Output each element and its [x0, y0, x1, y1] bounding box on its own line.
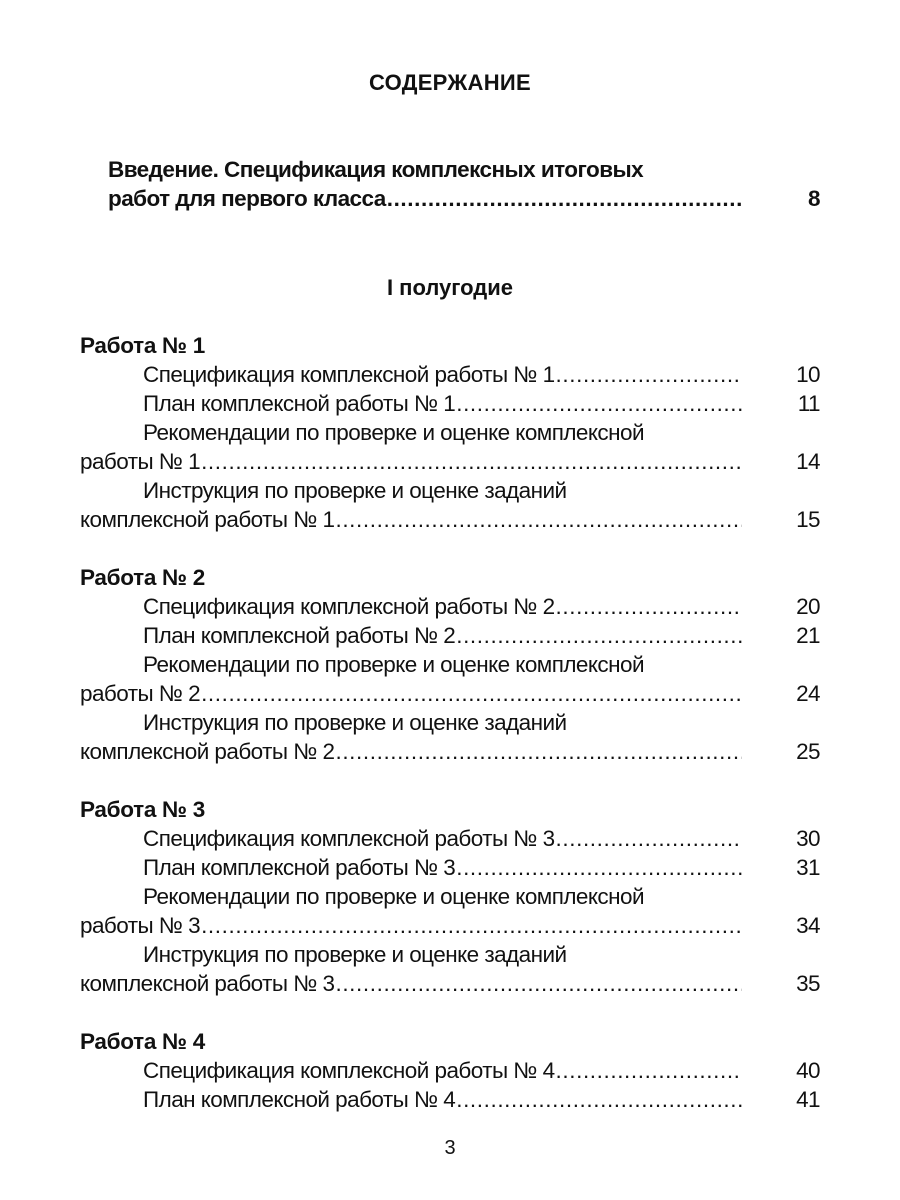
entry-text: комплексной работы № 3 — [80, 971, 335, 996]
work-title: Работа № 4 — [80, 1029, 205, 1054]
entry-line — [80, 940, 820, 969]
dot-leader — [455, 621, 742, 650]
entry-line — [80, 389, 820, 418]
entry-leader-row — [80, 737, 742, 766]
toc-entry[interactable] — [80, 853, 820, 882]
dot-leader — [555, 360, 742, 389]
work-section — [80, 1027, 820, 1114]
entry-text: комплексной работы № 1 — [80, 507, 335, 532]
entry-text: Введение. Спецификация комплексных итоговых — [108, 157, 644, 182]
toc-entry[interactable] — [80, 824, 820, 853]
entry-line — [80, 1085, 820, 1114]
entry-leader-row — [80, 505, 742, 534]
entry-text: Инструкция по проверке и оценке заданий — [143, 942, 567, 967]
dot-leader — [386, 184, 742, 213]
entry-page-number: 8 — [808, 186, 820, 211]
entry-text: Спецификация комплексной работы № 1 — [143, 362, 555, 387]
toc-entry[interactable] — [80, 389, 820, 418]
entry-text: Рекомендации по проверке и оценке комплексной — [143, 652, 644, 677]
entry-line — [80, 882, 820, 911]
entry-text: работы № 2 — [80, 681, 201, 706]
entry-text: работы № 1 — [80, 449, 201, 474]
entry-text: Инструкция по проверке и оценке заданий — [143, 478, 567, 503]
dot-leader — [555, 1056, 742, 1085]
entry-page-number: 35 — [796, 971, 820, 996]
toc-entry-intro[interactable] — [108, 155, 820, 213]
dot-leader — [455, 1085, 742, 1114]
entry-line — [80, 853, 820, 882]
entry-line — [80, 708, 820, 737]
entry-leader-row — [80, 969, 742, 998]
entry-leader-row — [143, 621, 742, 650]
entry-line — [80, 476, 820, 505]
toc-entry[interactable] — [80, 592, 820, 621]
dot-leader — [334, 969, 742, 998]
entry-page-number: 30 — [796, 826, 820, 851]
entry-leader-row — [143, 824, 742, 853]
entry-page-number: 25 — [796, 739, 820, 764]
toc-entry[interactable] — [80, 650, 820, 708]
entry-page-number: 11 — [797, 391, 820, 416]
entry-line — [80, 418, 820, 447]
toc-entry[interactable] — [80, 1085, 820, 1114]
work-section — [80, 331, 820, 534]
entry-line — [80, 824, 820, 853]
dot-leader — [334, 505, 742, 534]
entry-text: комплексной работы № 2 — [80, 739, 335, 764]
dot-leader — [200, 679, 742, 708]
dot-leader — [555, 824, 742, 853]
toc-entry[interactable] — [80, 882, 820, 940]
entry-line — [108, 184, 820, 213]
entry-text: Рекомендации по проверке и оценке комплексной — [143, 884, 644, 909]
entry-line — [80, 1056, 820, 1085]
work-section — [80, 563, 820, 766]
toc-entry[interactable] — [80, 418, 820, 476]
entry-line — [108, 155, 820, 184]
toc-entry[interactable] — [80, 360, 820, 389]
work-title: Работа № 2 — [80, 565, 205, 590]
entry-page-number: 15 — [796, 507, 820, 532]
work-title: Работа № 3 — [80, 797, 205, 822]
entry-page-number: 20 — [796, 594, 820, 619]
entry-line — [80, 969, 820, 998]
dot-leader — [455, 853, 742, 882]
dot-leader — [334, 737, 742, 766]
entry-leader-row — [80, 447, 742, 476]
entry-page-number: 41 — [796, 1087, 820, 1112]
works-list — [80, 331, 820, 1143]
work-section — [80, 795, 820, 998]
entry-page-number: 31 — [796, 855, 820, 880]
section-heading: I полугодие — [386, 275, 514, 300]
toc-entry[interactable] — [80, 1056, 820, 1085]
toc-entry[interactable] — [80, 476, 820, 534]
dot-leader — [455, 389, 742, 418]
entry-text: План комплексной работы № 3 — [143, 855, 456, 880]
entry-text: План комплексной работы № 4 — [143, 1087, 456, 1112]
page-number: 3 — [444, 1137, 456, 1159]
entry-line — [80, 360, 820, 389]
entry-page-number: 40 — [796, 1058, 820, 1083]
entry-text: План комплексной работы № 1 — [143, 391, 456, 416]
dot-leader — [200, 447, 742, 476]
toc-entry[interactable] — [80, 940, 820, 998]
entry-page-number: 21 — [796, 623, 820, 648]
entry-leader-row — [80, 679, 742, 708]
entry-page-number: 14 — [796, 449, 820, 474]
entry-line — [80, 911, 820, 940]
dot-leader — [555, 592, 742, 621]
toc-entry[interactable] — [80, 708, 820, 766]
entry-page-number: 34 — [796, 913, 820, 938]
entry-text: Инструкция по проверке и оценке заданий — [143, 710, 567, 735]
entry-page-number: 24 — [796, 681, 820, 706]
entry-text: Спецификация комплексной работы № 3 — [143, 826, 555, 851]
entry-line — [80, 621, 820, 650]
entry-leader-row — [143, 360, 742, 389]
toc-entry[interactable] — [80, 621, 820, 650]
entry-text: План комплексной работы № 2 — [143, 623, 456, 648]
entry-text: работ для первого класса — [108, 186, 386, 211]
entry-line — [80, 505, 820, 534]
entry-line — [80, 737, 820, 766]
entry-line — [80, 650, 820, 679]
entry-leader-row — [143, 1056, 742, 1085]
page-title: СОДЕРЖАНИЕ — [368, 70, 532, 95]
entry-leader-row — [143, 1085, 742, 1114]
entry-line — [80, 592, 820, 621]
entry-leader-row — [143, 592, 742, 621]
entry-text: Спецификация комплексной работы № 2 — [143, 594, 555, 619]
entry-text: Спецификация комплексной работы № 4 — [143, 1058, 555, 1083]
dot-leader — [200, 911, 742, 940]
entry-text: работы № 3 — [80, 913, 201, 938]
entry-leader-row — [80, 911, 742, 940]
entry-leader-row — [143, 389, 742, 418]
entry-line — [80, 679, 820, 708]
entry-page-number: 10 — [796, 362, 820, 387]
entry-line — [80, 447, 820, 476]
entry-leader-row — [143, 853, 742, 882]
entry-text: Рекомендации по проверке и оценке комплексной — [143, 420, 644, 445]
work-title: Работа № 1 — [80, 333, 205, 358]
